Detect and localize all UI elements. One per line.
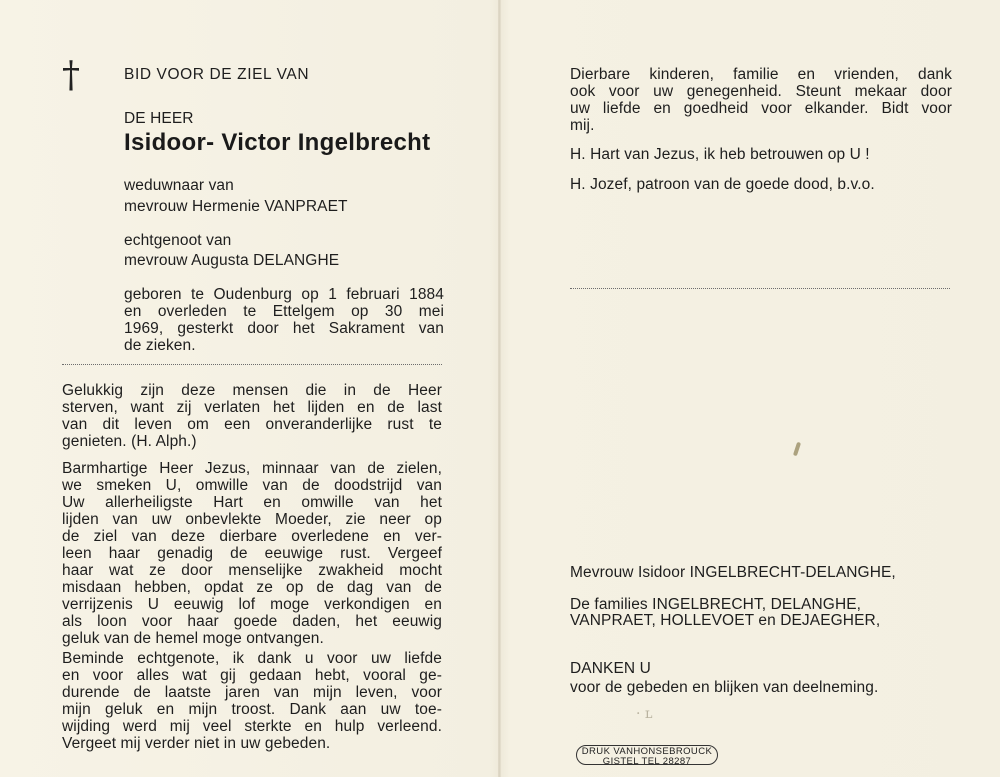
- prayer-line: Uw allerheiligste Hart en omwille van het: [62, 494, 442, 511]
- prayer-line: de ziel van deze dierbare overledene en ver-: [62, 528, 442, 545]
- quote-line: genieten. (H. Alph.): [62, 433, 197, 450]
- second-wife: mevrouw Augusta DELANGHE: [124, 252, 340, 269]
- first-wife: mevrouw Hermenie VANPRAET: [124, 198, 348, 215]
- farewell-line: durende de laatste jaren van mijn leven, voor: [62, 684, 442, 701]
- widower-label: weduwnaar van: [124, 177, 234, 194]
- prayer-line: we smeken U, omwille van de doodstrijd van: [62, 477, 442, 494]
- printer-stamp: [576, 745, 718, 765]
- quote-line: sterven, want zij verlaten het lijden en de last: [62, 399, 442, 416]
- prayer-line: leen haar genadig de eeuwige rust. Vergeef: [62, 545, 442, 562]
- quote-block: [62, 382, 442, 450]
- biography-line: de zieken.: [124, 337, 196, 354]
- title-prefix: DE HEER: [124, 110, 194, 127]
- thanks-text: voor de gebeden en blijken van deelneming.: [570, 679, 879, 696]
- prayer-line: geluk van de hemel moge ontvangen.: [62, 630, 324, 647]
- spouse-label: echtgenoot van: [124, 232, 232, 249]
- farewell-line: Vergeet mij verder niet in uw gebeden.: [62, 735, 331, 752]
- biography-line: geboren te Oudenburg op 1 februari 1884: [124, 286, 444, 303]
- message-block: [570, 66, 952, 134]
- farewell-line: mijn geluk en mijn troost. Dank aan uw toe-: [62, 701, 442, 718]
- prayer-line: als loon voor haar goede daden, het eeuwig: [62, 613, 442, 630]
- prayer-line: haar wat ze door menselijke zwakheid mocht: [62, 562, 442, 579]
- farewell-line: en voor alles wat gij gedaan hebt, vooral ge-: [62, 667, 442, 684]
- message-line: mij.: [570, 117, 595, 134]
- message-line: Dierbare kinderen, familie en vrienden, dank: [570, 66, 952, 83]
- families-line-2: VANPRAET, HOLLEVOET en DEJAEGHER,: [570, 612, 881, 629]
- biography-line: en overleden te Ettelgem op 30 mei: [124, 303, 444, 320]
- deceased-name: Isidoor- Victor Ingelbrecht: [124, 129, 431, 156]
- biography-line: 1969, gesterkt door het Sakrament van: [124, 320, 444, 337]
- invocation-sacred-heart: H. Hart van Jezus, ik heb betrouwen op U !: [570, 146, 870, 163]
- prayer-line: lijden van uw onbevlekte Moeder, zie neer op: [62, 511, 442, 528]
- widow-name: Mevrouw Isidoor INGELBRECHT-DELANGHE,: [570, 564, 896, 581]
- message-line: ook voor uw genegenheid. Steunt mekaar door: [570, 83, 952, 100]
- divider: [62, 364, 442, 365]
- smudge-mark: · ʟ: [636, 706, 653, 722]
- cross-icon: †: [62, 55, 80, 96]
- printer-name: DRUK VANHONSEBROUCK: [581, 746, 713, 757]
- card-fold: [498, 0, 501, 777]
- farewell-line: Beminde echtgenote, ik dank u voor uw liefde: [62, 650, 442, 667]
- farewell-block: [62, 650, 442, 752]
- invocation-saint-joseph: H. Jozef, patroon van de goede dood, b.v.o.: [570, 176, 875, 193]
- message-line: uw liefde en goedheid voor elkander. Bidt voor: [570, 100, 952, 117]
- prayer-line: Barmhartige Heer Jezus, minnaar van de zielen,: [62, 460, 442, 477]
- families-line-1: De families INGELBRECHT, DELANGHE,: [570, 596, 862, 613]
- farewell-line: wijding werd mij veel sterkte en hulp verleend.: [62, 718, 442, 735]
- prayer-block: [62, 460, 442, 647]
- prayer-intro: BID VOOR DE ZIEL VAN: [124, 66, 310, 83]
- thanks-heading: DANKEN U: [570, 660, 651, 677]
- printer-address: GISTEL TEL 28287: [602, 756, 692, 767]
- prayer-line: misdaan hebben, opdat ze op de dag van de: [62, 579, 442, 596]
- prayer-line: verrijzenis U eeuwig lof moge verkondigen en: [62, 596, 442, 613]
- biography: [124, 286, 444, 354]
- divider: [570, 288, 950, 289]
- quote-line: Gelukkig zijn deze mensen die in de Heer: [62, 382, 442, 399]
- quote-line: van dit leven om een onveranderlijke rust te: [62, 416, 442, 433]
